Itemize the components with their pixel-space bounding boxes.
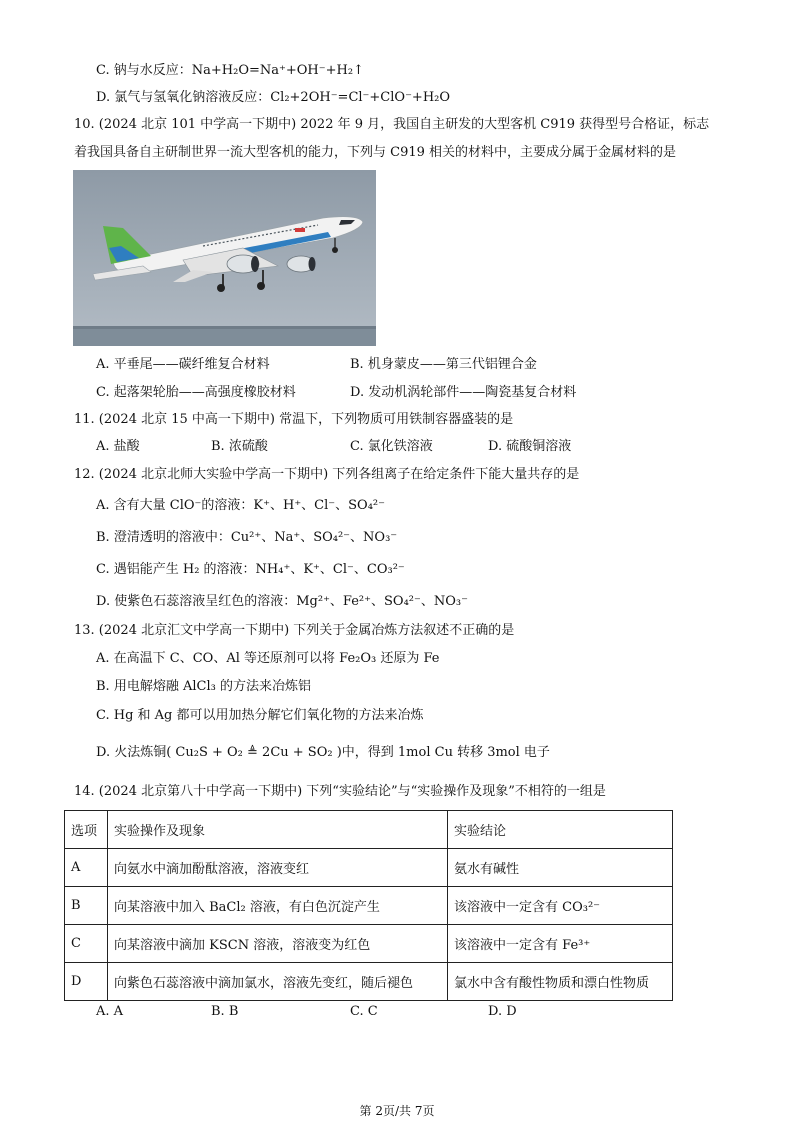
- q11-option-b: B. 浓硫酸: [211, 439, 268, 454]
- table-cell: 该溶液中一定含有 Fe³⁺: [448, 925, 673, 963]
- table-cell: 氯水中含有酸性物质和漂白性物质: [448, 963, 673, 1001]
- table-cell: 向某溶液中加入 BaCl₂ 溶液，有白色沉淀产生: [108, 887, 448, 925]
- q11-option-a: A. 盐酸: [96, 439, 140, 454]
- q12-option-b: B. 澄清透明的溶液中：Cu²⁺、Na⁺、SO₄²⁻、NO₃⁻: [96, 530, 398, 545]
- table-cell: 氨水有碱性: [448, 849, 673, 887]
- q11-stem: 11. (2024 北京 15 中高一下期中) 常温下，下列物质可用铁制容器盛装的是: [74, 412, 514, 427]
- table-cell: C: [65, 925, 108, 963]
- q11-option-d: D. 硫酸铜溶液: [488, 439, 572, 454]
- q14-option-b: B. B: [211, 1004, 239, 1019]
- q11-option-c: C. 氯化铁溶液: [350, 439, 433, 454]
- q9-option-c: C. 钠与水反应：Na+H₂O=Na⁺+OH⁻+H₂↑: [96, 63, 364, 78]
- table-row: [65, 849, 673, 887]
- q14-option-d: D. D: [488, 1004, 517, 1019]
- q12-option-c: C. 遇铝能产生 H₂ 的溶液：NH₄⁺、K⁺、Cl⁻、CO₃²⁻: [96, 562, 405, 577]
- q12-option-a: A. 含有大量 ClO⁻的溶液：K⁺、H⁺、Cl⁻、SO₄²⁻: [96, 498, 385, 513]
- q10-stem-line1: 10. (2024 北京 101 中学高一下期中) 2022 年 9 月，我国自主研发的大型客机 C919 获得型号合格证，标志: [74, 117, 710, 132]
- q10-option-b: B. 机身蒙皮——第三代铝锂合金: [350, 357, 537, 372]
- q13-option-c: C. Hg 和 Ag 都可以用加热分解它们氧化物的方法来冶炼: [96, 708, 424, 723]
- q14-option-c: C. C: [350, 1004, 378, 1019]
- table-cell: D: [65, 963, 108, 1001]
- q10-option-a: A. 平垂尾——碳纤维复合材料: [96, 357, 270, 372]
- table-header-cell: 选项: [65, 811, 108, 849]
- table-row: [65, 887, 673, 925]
- table-header-cell: 实验操作及现象: [108, 811, 448, 849]
- q9-option-d: D. 氯气与氢氧化钠溶液反应：Cl₂+2OH⁻=Cl⁻+ClO⁻+H₂O: [96, 90, 451, 105]
- q14-stem: 14. (2024 北京第八十中学高一下期中) 下列“实验结论”与“实验操作及现象”不相符的一组是: [74, 784, 606, 799]
- q10-option-c: C. 起落架轮胎——高强度橡胶材料: [96, 385, 296, 400]
- q10-stem-line2: 着我国具备自主研制世界一流大型客机的能力，下列与 C919 相关的材料中，主要成分属于金属材料的是: [74, 145, 677, 160]
- q13-option-d: D. 火法炼铜( Cu₂S + O₂ ≜ 2Cu + SO₂ )中，得到 1mol Cu 转移 3mol 电子: [96, 745, 550, 760]
- table-header-row: [65, 811, 673, 849]
- q13-stem: 13. (2024 北京汇文中学高一下期中) 下列关于金属冶炼方法叙述不正确的是: [74, 623, 515, 638]
- q12-option-d: D. 使紫色石蕊溶液呈红色的溶液：Mg²⁺、Fe²⁺、SO₄²⁻、NO₃⁻: [96, 594, 468, 609]
- q13-option-b: B. 用电解熔融 AlCl₃ 的方法来冶炼铝: [96, 679, 311, 694]
- table-cell: 向某溶液中滴加 KSCN 溶液，溶液变为红色: [108, 925, 448, 963]
- table-cell: 向氨水中滴加酚酞溶液，溶液变红: [108, 849, 448, 887]
- q13-option-a: A. 在高温下 C、CO、Al 等还原剂可以将 Fe₂O₃ 还原为 Fe: [96, 651, 440, 666]
- table-row: [65, 925, 673, 963]
- table-cell: A: [65, 849, 108, 887]
- table-header-cell: 实验结论: [448, 811, 673, 849]
- q10-option-d: D. 发动机涡轮部件——陶瓷基复合材料: [350, 385, 577, 400]
- table-cell: 该溶液中一定含有 CO₃²⁻: [448, 887, 673, 925]
- table-cell: 向紫色石蕊溶液中滴加氯水，溶液先变红，随后褪色: [108, 963, 448, 1001]
- q14-option-a: A. A: [96, 1004, 124, 1019]
- c919-airplane-photo: [73, 170, 376, 346]
- table-cell: B: [65, 887, 108, 925]
- q12-stem: 12. (2024 北京北师大实验中学高一下期中) 下列各组离子在给定条件下能大量共存的是: [74, 467, 580, 482]
- page-footer: 第 2页/共 7页: [359, 1104, 435, 1118]
- table-row: [65, 963, 673, 1001]
- q14-table: [64, 810, 673, 1001]
